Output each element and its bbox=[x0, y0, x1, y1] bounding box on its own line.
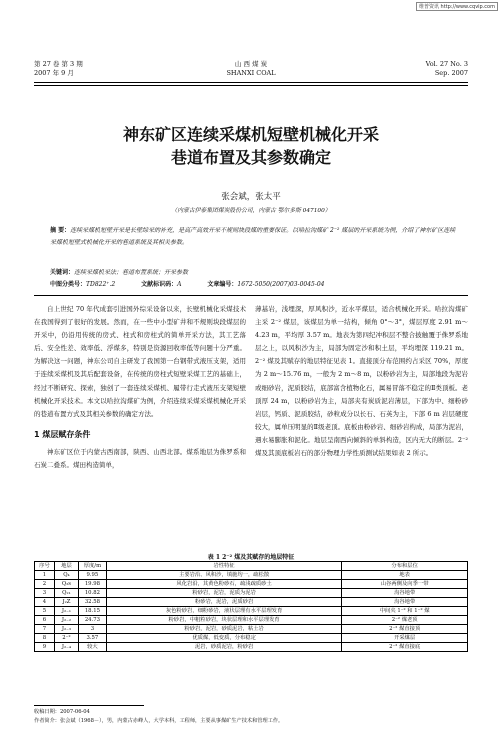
table-cell: 粉砂岩，泥岩，砂质泥岩，粘土岩 bbox=[106, 625, 341, 634]
footnote bbox=[34, 708, 468, 726]
table-cell: 山谷两侧及向季一带 bbox=[342, 580, 468, 589]
journal-name-en: SHANXI COAL bbox=[226, 69, 276, 77]
table-row bbox=[35, 625, 468, 634]
table-cell: 较大 bbox=[78, 643, 106, 652]
header-right bbox=[426, 60, 468, 78]
table-cell: 1 bbox=[35, 571, 55, 580]
table-cell: 10.82 bbox=[78, 589, 106, 598]
article-number-label: 文章编号： bbox=[207, 281, 238, 288]
table-cell: 2 bbox=[35, 580, 55, 589]
table-cell: 开采煤层 bbox=[342, 634, 468, 643]
footnote-rule bbox=[34, 705, 144, 706]
doc-code-label: 文献标识码： bbox=[141, 281, 178, 288]
table-cell: 7 bbox=[35, 625, 55, 634]
title-line-1: 神东矿区连续采煤机短壁机械化开采 bbox=[122, 125, 379, 144]
table-cell: 优质煤，低变质，分布稳定 bbox=[106, 634, 341, 643]
header-date-en: Sep. 2007 bbox=[434, 69, 468, 77]
journal-header bbox=[34, 60, 468, 82]
table-body bbox=[35, 571, 468, 652]
table-cell: Q₂₁ bbox=[54, 589, 78, 598]
table-cell: 粉砂岩，泥岩，泥质砂岩 bbox=[106, 598, 341, 607]
table-row bbox=[35, 607, 468, 616]
table-cell: 9 bbox=[35, 643, 55, 652]
header-volume: 第 27 卷 第 3 期 bbox=[34, 60, 83, 68]
table-cell: J₂Z bbox=[54, 598, 78, 607]
keywords-text: 连续采煤机采法；巷道布置系统；开采参数 bbox=[74, 269, 189, 276]
table-cell: 24.73 bbox=[78, 616, 106, 625]
article-number-value: 1672-5050(2007)03-0045-04 bbox=[237, 281, 325, 288]
table-header-cell: 厚度/m bbox=[78, 562, 106, 571]
header-rule bbox=[34, 82, 468, 83]
table-cell: 粉砂岩，泥岩，泥质为泥岩 bbox=[106, 589, 341, 598]
table-cell: 3 bbox=[35, 589, 55, 598]
table-cell: 9.95 bbox=[78, 571, 106, 580]
table-cell: 5 bbox=[35, 607, 55, 616]
section-1-paragraph: 神东矿区位于内蒙古西南部，陕西、山西北部。煤系地层为侏罗系和石炭二叠系。煤田构造简单， bbox=[34, 447, 246, 470]
table-row bbox=[35, 643, 468, 652]
article-number bbox=[207, 281, 324, 288]
title-line-2: 巷道布置及其参数确定 bbox=[170, 148, 331, 167]
abstract-divider bbox=[34, 295, 468, 296]
received-date: 收稿日期：2007-06-04 bbox=[34, 709, 90, 715]
table-header-row bbox=[35, 562, 468, 571]
table-cell: 沟谷地带 bbox=[342, 598, 468, 607]
table-cell: 3.57 bbox=[78, 634, 106, 643]
table-cell: 2⁻² 煤直接顶 bbox=[342, 625, 468, 634]
table-row bbox=[35, 580, 468, 589]
header-center bbox=[34, 60, 468, 78]
abstract bbox=[50, 225, 456, 250]
table-cell: 粉砂岩，中粗粒砂岩，块状层理和水平层理发育 bbox=[106, 616, 341, 625]
clc-number bbox=[50, 281, 115, 288]
table-row bbox=[35, 598, 468, 607]
abstract-label: 摘 要： bbox=[50, 227, 71, 234]
table-cell: 地表 bbox=[342, 571, 468, 580]
abstract-text: 连续采煤机短壁开采是长壁综采的补充，是高产高效开采不规则块段煤的重要保证。以哈拉沟煤矿 2⁻² 煤层的开采系统为例，介绍了神东矿区连续采煤机短壁式机械化开采的巷道系统及其相关参数。 bbox=[50, 227, 456, 247]
table-cell: J₂₋₂ bbox=[54, 616, 78, 625]
table-cell: 灰色粉砂岩，细粉砂岩，液状层理有水平层理发育 bbox=[106, 607, 341, 616]
table-header-cell: 地层 bbox=[54, 562, 78, 571]
table-cell: 2⁻² 煤老顶 bbox=[342, 616, 468, 625]
table-cell: 中间夹 1⁻² 和 1⁻² 煤 bbox=[342, 607, 468, 616]
body-right-column bbox=[255, 303, 468, 460]
paper-title bbox=[0, 123, 502, 169]
table-cell: 32.58 bbox=[78, 598, 106, 607]
header-volume-en: Vol. 27 No. 3 bbox=[425, 60, 468, 68]
journal-name-cn: 山 西 煤 炭 bbox=[234, 60, 268, 68]
table-caption: 表 1 2⁻² 煤及其赋存的地层特征 bbox=[207, 554, 295, 561]
affiliation: （内蒙古伊泰集团煤炭股份公司，内蒙古 鄂尔多斯 047100） bbox=[171, 208, 331, 214]
table-header-cell: 分布和层位 bbox=[342, 562, 468, 571]
strata-table bbox=[34, 561, 468, 652]
doc-code-value: A bbox=[177, 281, 182, 288]
table-cell: 6 bbox=[35, 616, 55, 625]
classification-line bbox=[50, 279, 456, 290]
table-cell: 3 bbox=[78, 625, 106, 634]
table-row bbox=[35, 571, 468, 580]
table-cell: 8 bbox=[35, 634, 55, 643]
table-cell: 风化岩沿，其黄色粉砂石，疏浅疏质砂土 bbox=[106, 580, 341, 589]
table-cell: 2⁻² 煤直接底 bbox=[342, 643, 468, 652]
header-date: 2007 年 9 月 bbox=[34, 69, 74, 77]
author-bio: 作者简介：张会斌（1968－），男，内蒙古赤峰人，大学本科，工程师，主要从事煤矿生产技术和管理工作。 bbox=[34, 718, 284, 724]
authors: 张会斌，张太平 bbox=[221, 192, 281, 202]
table-cell: Q₄ bbox=[54, 571, 78, 580]
header-rule-thin bbox=[34, 85, 468, 86]
table-cell: 18.15 bbox=[78, 607, 106, 616]
table-header-cell: 序号 bbox=[35, 562, 55, 571]
table-cell: 沟谷地带 bbox=[342, 589, 468, 598]
table-row bbox=[35, 589, 468, 598]
table-header-cell: 岩性特征 bbox=[106, 562, 341, 571]
table-cell: J₂₋₄ bbox=[54, 643, 78, 652]
doc-code bbox=[141, 281, 181, 288]
intro-paragraph: 自上世纪 70 年代成套引进国外综采设备以来，长壁机械化采煤技术在我国得到了很好的发展。然而，在一些中小型矿井和不规则块段煤层的开采中，仍沿用传统的房式、柱式和房柱式的简单开采方法，其工艺落后、安全性差、效率低、浮煤多，特别是资源回收率低等问题十分严重。为解决这一问题，神东公司自主研发了我国第一台钢带式液压支架，适用于连续采煤机及其后配套设备，在传统的房柱式短壁采煤工艺的基础上，经过不断研究、探索，独创了一套连续采煤机、履带行走式液压支架短壁机械化开采技术。本文以哈拉沟煤矿为例，介绍连续采煤采煤机械化开采的巷道布置方式及其相关参数的确定方法。 bbox=[34, 305, 246, 418]
keywords-label: 关键词： bbox=[50, 269, 75, 276]
clc-label: 中图分类号： bbox=[50, 281, 87, 288]
table-cell: J₂₋₃ bbox=[54, 625, 78, 634]
body-left-column bbox=[34, 303, 246, 472]
watermark: 维普资讯 http://www.cqvip.com bbox=[416, 2, 498, 11]
table-cell: 主要岩沿、风积沙，填施均一，疏松散 bbox=[106, 571, 341, 580]
table-cell: Q₃s bbox=[54, 580, 78, 589]
table-cell: J₂₋₁ bbox=[54, 607, 78, 616]
right-column-paragraph: 薄基岩，浅埋深，厚风积沙，近水平煤层，适合机械化开采。哈拉沟煤矿主采 2⁻² 煤层，该煤层为单一结构，倾角 0°～3°，煤层厚度 2.91 m～4.23 m，平均厚 3.57 m。地表为第四纪冲积层不整合披触覆于侏罗系地层之上，以风积沙为主，局部为固定沙和积土层，平均埋深 119.21 m。2⁻² 煤及其赋存的地层特征见表 1。直接顶分布范围约占采区 70%，厚度为 2 m～15.76 m，一般为 2 m～8 m，以粉砂岩为主，局部地段为泥岩或细砂岩，泥质胶结，底部富含植物化石，属易冒落不稳定的Ⅱ类顶板。老顶厚 24 m，以粉砂岩为主，局部夹有炭质泥岩薄层，下部为中、细粉砂岩层，钙质、泥质胶结，砂粒成分以长石、石英为主，下部 6 m 岩层硬度较大，属单压明显的Ⅱ级老顶。底板由粉砂岩、细砂岩构成，局部为泥岩，遇水易膨胀和泥化。地层呈南西向倾斜的单斜构造，区内无大的断层。2⁻² 煤及其顶底板岩石的部分物理力学性质测试结果如表 2 所示。 bbox=[255, 305, 468, 458]
table-cell: 2⁻² bbox=[54, 634, 78, 643]
table-row bbox=[35, 616, 468, 625]
table-cell: 4 bbox=[35, 598, 55, 607]
table-cell: 19.98 bbox=[78, 580, 106, 589]
table-row bbox=[35, 634, 468, 643]
table-cell: 泥岩，砂质泥岩，粉砂岩 bbox=[106, 643, 341, 652]
clc-value: TD822⁺.2 bbox=[86, 281, 116, 288]
section-heading-1: 1 煤层赋存条件 bbox=[34, 429, 91, 439]
keywords bbox=[50, 267, 456, 278]
